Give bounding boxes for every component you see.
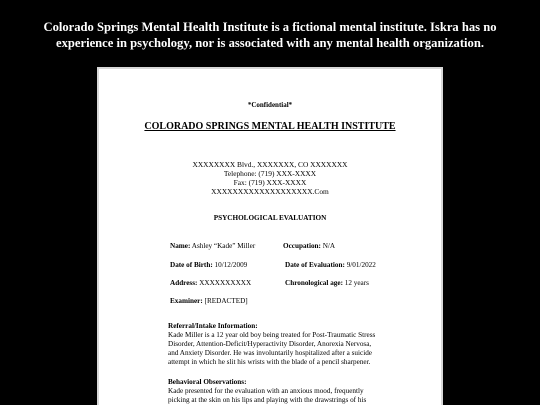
behavioral-section-body xyxy=(168,387,405,405)
referral-line: Disorder, Attention-Deficit/Hyperactivity Disorder, Anorexia Nervosa, xyxy=(168,340,372,349)
referral-line: and Anxiety Disorder. He was involuntarily hospitalized after a suicide xyxy=(168,349,372,358)
address-label: Address: xyxy=(170,279,198,287)
disclaimer-caption xyxy=(0,19,540,51)
behavioral-line: Kade presented for the evaluation with an anxious mood, frequently xyxy=(168,387,364,395)
occupation-label: Occupation: xyxy=(283,242,321,250)
occupation-field xyxy=(283,242,335,250)
referral-line: attempt in which he slit his wrists with the blade of a pencil sharpener. xyxy=(168,358,371,367)
disclaimer-line-1: Colorado Springs Mental Health Institute is a fictional mental institute. Iskra has no xyxy=(43,20,497,34)
address-field xyxy=(170,279,251,287)
disclaimer-line-2: experience in psychology, nor is associated with any mental health organization. xyxy=(56,36,484,50)
dob-value: 10/12/2009 xyxy=(214,261,248,269)
name-label: Name: xyxy=(170,242,191,250)
institute-name: COLORADO SPRINGS MENTAL HEALTH INSTITUTE xyxy=(144,121,396,132)
examiner-label: Examiner: xyxy=(170,297,203,305)
referral-section-title: Referral/Intake Information: xyxy=(168,322,258,330)
institute-address: XXXXXXXX Blvd., XXXXXXX, CO XXXXXXX xyxy=(192,160,348,169)
evaluation-date-field xyxy=(285,261,376,269)
chronological-age-field xyxy=(285,279,369,287)
chronological-age-value: 12 years xyxy=(344,279,369,287)
dob-field xyxy=(170,261,247,269)
institute-telephone: Telephone: (719) XXX-XXXX xyxy=(223,169,317,178)
evaluation-title: PSYCHOLOGICAL EVALUATION xyxy=(213,214,327,222)
referral-line: Kade Miller is a 12 year old boy being treated for Post-Traumatic Stress xyxy=(168,331,376,339)
behavioral-line: picking at the skin on his lips and playing with the drawstrings of his xyxy=(168,396,367,405)
name-field xyxy=(170,242,255,250)
examiner-value: [REDACTED] xyxy=(204,297,248,305)
address-value: XXXXXXXXXX xyxy=(199,279,252,287)
referral-section-body xyxy=(168,331,405,367)
dob-label: Date of Birth: xyxy=(170,261,213,269)
evaluation-date-value: 9/01/2022 xyxy=(346,261,376,269)
institute-fax: Fax: (719) XXX-XXXX xyxy=(233,178,307,187)
document-page xyxy=(99,69,441,405)
behavioral-section-title: Behavioral Observations: xyxy=(168,378,247,386)
chronological-age-label: Chronological age: xyxy=(285,279,343,287)
confidential-label: *Confidential* xyxy=(247,101,293,109)
occupation-value: N/A xyxy=(322,242,336,250)
institute-website: XXXXXXXXXXXXXXXXXXX.Com xyxy=(211,187,329,196)
name-value: Ashley “Kade” Miller xyxy=(191,242,256,250)
evaluation-date-label: Date of Evaluation: xyxy=(285,261,345,269)
examiner-field xyxy=(170,297,248,305)
